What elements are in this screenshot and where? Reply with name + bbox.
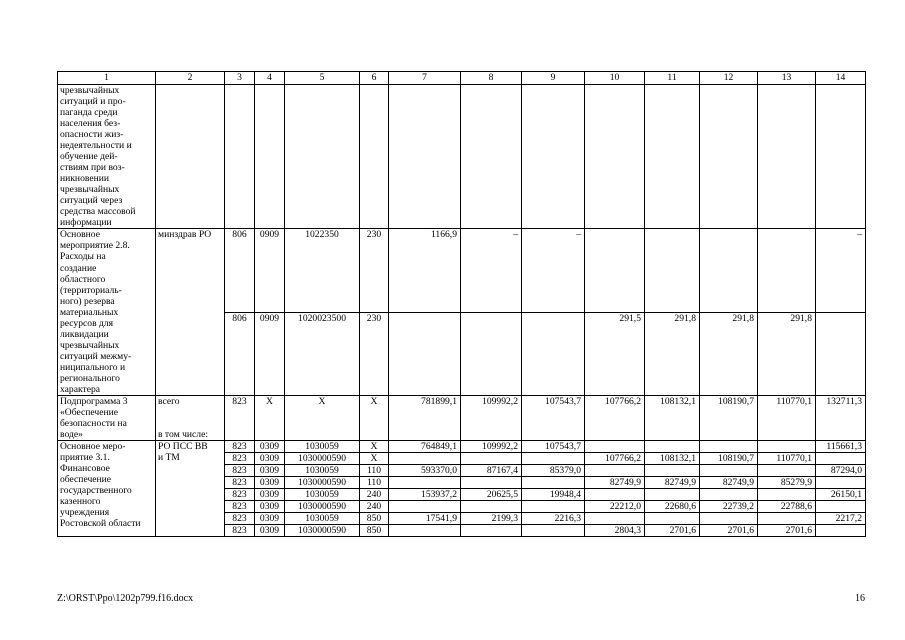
column-number: 12	[700, 72, 758, 85]
column-number: 7	[389, 72, 461, 85]
table-cell: 110	[360, 465, 389, 477]
table-cell	[816, 453, 866, 465]
table-cell: 87167,4	[461, 465, 522, 477]
column-number-row	[58, 72, 866, 85]
table-cell: 1030059	[285, 465, 360, 477]
table-cell	[389, 501, 461, 513]
table-cell: 108190,7	[700, 395, 758, 440]
table-cell: 110	[360, 477, 389, 489]
table-cell	[461, 477, 522, 489]
table-cell: 291,8	[645, 312, 700, 395]
table-cell	[255, 85, 285, 229]
table-cell: 87294,0	[816, 465, 866, 477]
table-cell: 0309	[255, 477, 285, 489]
table-cell	[645, 489, 700, 501]
footer-page-number: 16	[855, 593, 865, 604]
table-cell: 823	[225, 395, 255, 440]
table-cell: 20625,5	[461, 489, 522, 501]
table-row	[58, 85, 866, 229]
table-cell	[461, 525, 522, 537]
table-cell: 26150,1	[816, 489, 866, 501]
table-cell: 823	[225, 477, 255, 489]
table-cell: 230	[360, 229, 389, 312]
table-cell: 291,8	[700, 312, 758, 395]
table-cell	[700, 85, 758, 229]
table-cell	[816, 501, 866, 513]
table-cell: 823	[225, 501, 255, 513]
table-cell: 806	[225, 229, 255, 312]
table-cell: 0309	[255, 453, 285, 465]
table-cell: 2199,3	[461, 513, 522, 525]
table-row	[58, 441, 866, 453]
table-cell: 0309	[255, 501, 285, 513]
table-cell: 115661,3	[816, 441, 866, 453]
table-cell: X	[360, 453, 389, 465]
table-cell	[758, 441, 816, 453]
column-number: 5	[285, 72, 360, 85]
table-cell: 1030059	[285, 489, 360, 501]
table-cell: 823	[225, 489, 255, 501]
table-cell: 823	[225, 513, 255, 525]
table-cell	[645, 229, 700, 312]
table-cell	[156, 85, 225, 229]
table-cell	[758, 489, 816, 501]
table-cell: 107543,7	[522, 441, 585, 453]
table-cell: –	[522, 229, 585, 312]
table-cell: 1030000590	[285, 477, 360, 489]
column-number: 8	[461, 72, 522, 85]
table-cell	[816, 85, 866, 229]
column-number: 13	[758, 72, 816, 85]
table-cell	[389, 453, 461, 465]
table-cell	[816, 312, 866, 395]
table-cell: 2701,6	[700, 525, 758, 537]
table-cell	[285, 85, 360, 229]
table-cell: 17541,9	[389, 513, 461, 525]
table-cell: 823	[225, 441, 255, 453]
table-cell	[758, 513, 816, 525]
table-cell: 82749,9	[700, 477, 758, 489]
table-cell	[758, 85, 816, 229]
table-cell: 781899,1	[389, 395, 461, 440]
table-cell: 806	[225, 312, 255, 395]
table-cell	[700, 441, 758, 453]
table-cell: 108132,1	[645, 453, 700, 465]
table-cell: 82749,9	[585, 477, 645, 489]
table-cell	[585, 229, 645, 312]
table-cell: X	[360, 441, 389, 453]
table-row	[58, 395, 866, 440]
table-cell: 1030059	[285, 441, 360, 453]
table-cell	[389, 525, 461, 537]
table-cell: 240	[360, 501, 389, 513]
table-cell: 1020023500	[285, 312, 360, 395]
table-cell: РО ПСС ВВ и ТМ	[156, 441, 225, 537]
table-cell	[758, 229, 816, 312]
table-cell	[700, 465, 758, 477]
table-cell	[522, 85, 585, 229]
table-cell: 823	[225, 525, 255, 537]
column-number: 3	[225, 72, 255, 85]
table-cell: 0909	[255, 312, 285, 395]
column-number: 4	[255, 72, 285, 85]
table-cell	[522, 312, 585, 395]
table-cell: 0309	[255, 513, 285, 525]
table-cell: 82749,9	[645, 477, 700, 489]
table-cell: 0309	[255, 525, 285, 537]
table-cell: 1030000590	[285, 501, 360, 513]
table-cell	[645, 465, 700, 477]
table-cell: 22788,6	[758, 501, 816, 513]
table-cell: 2701,6	[645, 525, 700, 537]
table-cell	[700, 513, 758, 525]
table-cell: 823	[225, 453, 255, 465]
table-cell: 2701,6	[758, 525, 816, 537]
table-cell	[389, 312, 461, 395]
table-cell: 764849,1	[389, 441, 461, 453]
table-cell: 1022350	[285, 229, 360, 312]
table-cell: –	[816, 229, 866, 312]
table-cell: Основное меро- приятие 3.1. Финансовое обеспечение государственного казенного учреждения Ростовской области	[58, 441, 156, 537]
table-cell: 85379,0	[522, 465, 585, 477]
table-cell: 107543,7	[522, 395, 585, 440]
table-cell: 22739,2	[700, 501, 758, 513]
table-cell	[389, 477, 461, 489]
table-cell	[816, 477, 866, 489]
column-number: 10	[585, 72, 645, 85]
table-cell: Подпрограмма 3 «Обеспечение безопасности на воде»	[58, 395, 156, 440]
table-cell	[522, 525, 585, 537]
table-cell: 0309	[255, 441, 285, 453]
table-cell: 291,8	[758, 312, 816, 395]
footer-file-path: Z:\ORST\Ppo\1202p799.f16.docx	[57, 593, 194, 604]
table-cell: чрезвычайных ситуаций и про- паганда среди населения без- опасности жиз- недеятельности и обучение дей- ствиям при воз- никновении чрезвычайных ситуаций через средства массовой информации	[58, 85, 156, 229]
table-cell	[700, 229, 758, 312]
table-cell	[461, 312, 522, 395]
table-cell: 291,5	[585, 312, 645, 395]
table-cell: 19948,4	[522, 489, 585, 501]
column-number: 14	[816, 72, 866, 85]
table-cell: 85279,9	[758, 477, 816, 489]
table-cell: всего в том числе:	[156, 395, 225, 440]
table-cell: 2216,3	[522, 513, 585, 525]
table-cell: 132711,3	[816, 395, 866, 440]
table-cell: 22680,6	[645, 501, 700, 513]
table-cell: 0309	[255, 465, 285, 477]
table-cell: 109992,2	[461, 395, 522, 440]
table-cell	[645, 85, 700, 229]
table-cell: 108132,1	[645, 395, 700, 440]
table-cell	[585, 489, 645, 501]
table-cell: 850	[360, 525, 389, 537]
table-cell: 107766,2	[585, 453, 645, 465]
budget-table	[57, 71, 866, 537]
table-cell: Основное мероприятие 2.8. Расходы на создание областного (территориаль- ного) резерва материальных ресурсов для ликвидации чрезвычайных ситуаций межму- ниципального и регионального характера	[58, 229, 156, 395]
table-cell: 153937,2	[389, 489, 461, 501]
table-cell	[225, 85, 255, 229]
table-cell: 2804,3	[585, 525, 645, 537]
table-cell	[522, 453, 585, 465]
table-cell: –	[461, 229, 522, 312]
table-cell: X	[360, 395, 389, 440]
table-cell	[758, 465, 816, 477]
table-cell	[461, 453, 522, 465]
column-number: 11	[645, 72, 700, 85]
table-cell: 1030000590	[285, 453, 360, 465]
table-cell: 0909	[255, 229, 285, 312]
table-cell	[585, 513, 645, 525]
table-cell: 110770,1	[758, 395, 816, 440]
table-cell: 109992,2	[461, 441, 522, 453]
table-cell	[461, 85, 522, 229]
column-number: 1	[58, 72, 156, 85]
table-cell	[522, 477, 585, 489]
table-cell: 107766,2	[585, 395, 645, 440]
table-cell: 1030059	[285, 513, 360, 525]
table-cell: 823	[225, 465, 255, 477]
table-cell: 22212,0	[585, 501, 645, 513]
column-number: 2	[156, 72, 225, 85]
table-cell	[585, 465, 645, 477]
table-cell: 108190,7	[700, 453, 758, 465]
table-cell: 593370,0	[389, 465, 461, 477]
table-cell: 240	[360, 489, 389, 501]
table-cell: минздрав РО	[156, 229, 225, 395]
table-cell: X	[285, 395, 360, 440]
table-cell	[360, 85, 389, 229]
table-cell	[645, 441, 700, 453]
table-cell	[700, 489, 758, 501]
table-cell: 110770,1	[758, 453, 816, 465]
table-cell	[585, 85, 645, 229]
table-cell	[522, 501, 585, 513]
table-cell: 1030000590	[285, 525, 360, 537]
column-number: 9	[522, 72, 585, 85]
column-number: 6	[360, 72, 389, 85]
table-cell: 1166,9	[389, 229, 461, 312]
table-cell	[816, 525, 866, 537]
table-cell: 2217,2	[816, 513, 866, 525]
table-cell: 0309	[255, 489, 285, 501]
table-cell	[585, 441, 645, 453]
table-cell	[389, 85, 461, 229]
table-cell: X	[255, 395, 285, 440]
table-cell	[461, 501, 522, 513]
table-row	[58, 229, 866, 312]
table-cell	[645, 513, 700, 525]
table-cell: 230	[360, 312, 389, 395]
table-cell: 850	[360, 513, 389, 525]
